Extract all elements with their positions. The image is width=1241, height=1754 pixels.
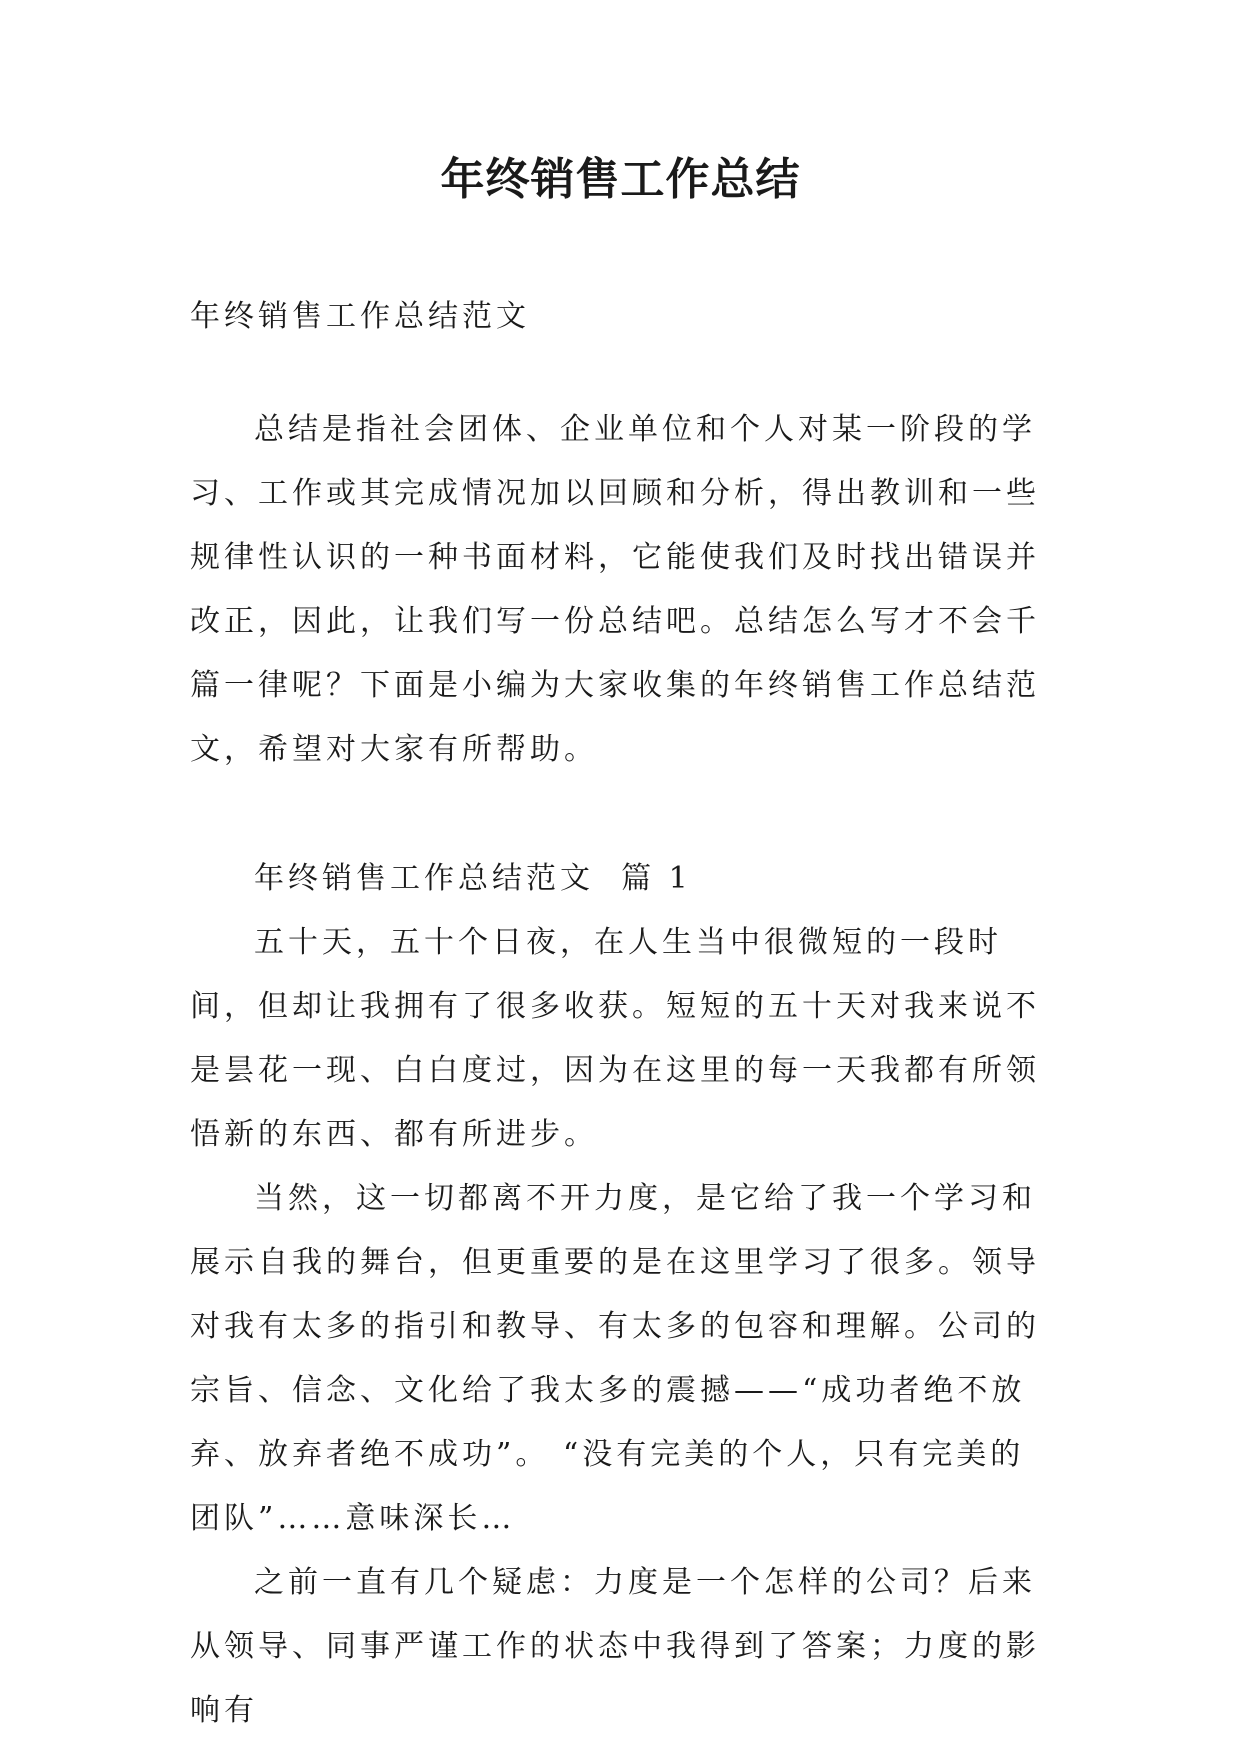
body-paragraph: 五十天，五十个日夜，在人生当中很微短的一段时间，但却让我拥有了很多收获。短短的五十天对我来说不是昙花一现、白白度过，因为在这里的每一天我都有所领悟新的东西、都有所进步。: [190, 925, 1040, 1152]
article-section: [190, 847, 1058, 1743]
body-paragraph: 之前一直有几个疑虑：力度是一个怎样的公司？后来从领导、同事严谨工作的状态中我得到了答案；力度的影响有: [190, 1565, 1040, 1728]
document-subtitle: 年终销售工作总结范文: [190, 299, 530, 334]
document-title: 年终销售工作总结: [440, 154, 801, 205]
intro-paragraph: 总结是指社会团体、企业单位和个人对某一阶段的学习、工作或其完成情况加以回顾和分析，得出教训和一些规律性认识的一种书面材料，它能使我们及时找出错误并改正，因此，让我们写一份总结吧。总结怎么写才不会千篇一律呢？下面是小编为大家收集的年终销售工作总结范文，希望对大家有所帮助。: [190, 412, 1040, 767]
section-heading: 年终销售工作总结范文 篇 1: [254, 861, 692, 896]
body-paragraph: 当然，这一切都离不开力度，是它给了我一个学习和展示自我的舞台，但更重要的是在这里学习了很多。领导对我有太多的指引和教导、有太多的包容和理解。公司的宗旨、信念、文化给了我太多的震撼——“成功者绝不放弃、放弃者绝不成功”。 “没有完美的个人，只有完美的团队”……意味深长…: [190, 1181, 1040, 1536]
